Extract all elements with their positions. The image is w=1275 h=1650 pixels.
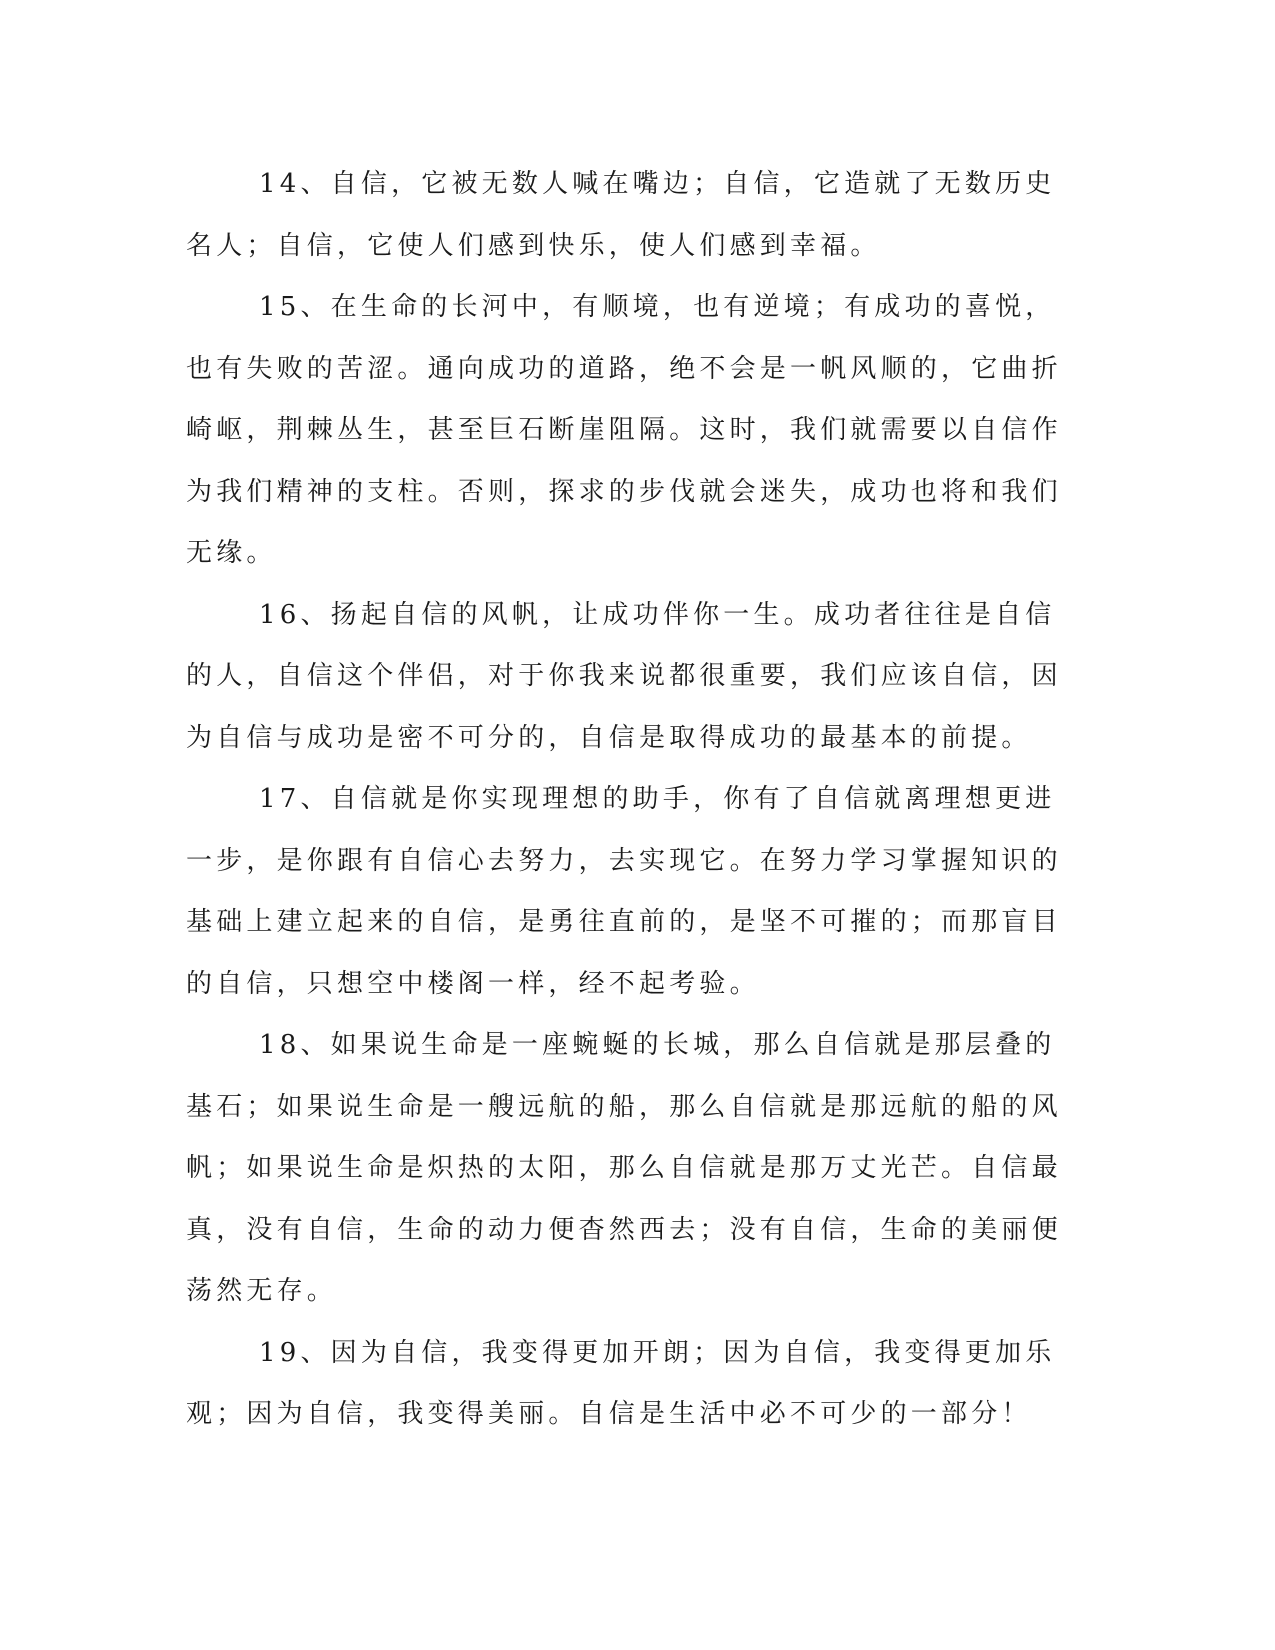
paragraph-16: 16、扬起自信的风帆，让成功伴你一生。成功者往往是自信的人，自信这个伴侣，对于你我来说都很重要，我们应该自信，因为自信与成功是密不可分的，自信是取得成功的最基本的前提。 <box>186 599 1062 753</box>
paragraph-18: 18、如果说生命是一座蜿蜒的长城，那么自信就是那层叠的基石；如果说生命是一艘远航的船，那么自信就是那远航的船的风帆；如果说生命是炽热的太阳，那么自信就是那万丈光芒。自信最真，没有自信，生命的动力便杳然西去；没有自信，生命的美丽便荡然无存。 <box>186 1030 1062 1306</box>
document-body <box>186 154 1074 1446</box>
paragraph-17: 17、自信就是你实现理想的助手，你有了自信就离理想更进一步，是你跟有自信心去努力，去实现它。在努力学习掌握知识的基础上建立起来的自信，是勇往直前的，是坚不可摧的；而那盲目的自信，只想空中楼阁一样，经不起考验。 <box>186 784 1062 999</box>
paragraph-15: 15、在生命的长河中，有顺境，也有逆境；有成功的喜悦，也有失败的苦涩。通向成功的道路，绝不会是一帆风顺的，它曲折崎岖，荆棘丛生，甚至巨石断崖阻隔。这时，我们就需要以自信作为我们精神的支柱。否则，探求的步伐就会迷失，成功也将和我们无缘。 <box>186 292 1062 568</box>
paragraph-14: 14、自信，它被无数人喊在嘴边；自信，它造就了无数历史名人；自信，它使人们感到快乐，使人们感到幸福。 <box>186 169 1056 261</box>
paragraph-19: 19、因为自信，我变得更加开朗；因为自信，我变得更加乐观；因为自信，我变得美丽。自信是生活中必不可少的一部分！ <box>186 1337 1056 1429</box>
